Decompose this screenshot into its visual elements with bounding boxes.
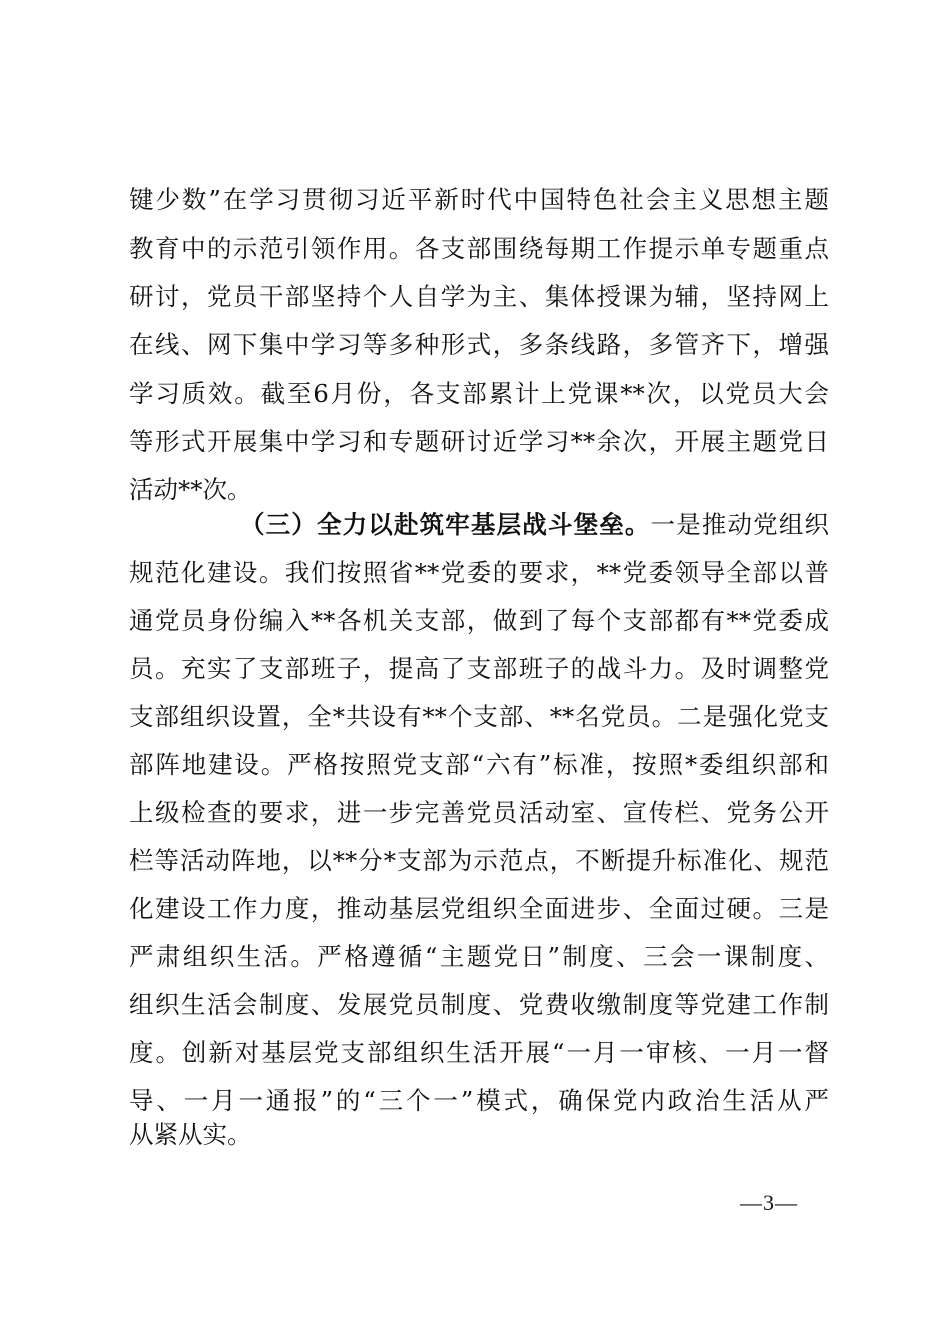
text-line: 严肃组织生活。严格遵循“主题党日”制度、三会一课制度、 bbox=[129, 942, 829, 971]
text-line: 等形式开展集中学习和专题研讨近学习**余次，开展主题党日 bbox=[129, 427, 829, 456]
text-line: 员。充实了支部班子，提高了支部班子的战斗力。及时调整党 bbox=[129, 654, 829, 683]
text-line: 度。创新对基层党支部组织生活开展“一月一审核、一月一督 bbox=[129, 1038, 829, 1067]
text-line: 支部组织设置，全*共设有**个支部、**名党员。二是强化党支 bbox=[129, 702, 829, 731]
text-line: 上级检查的要求，进一步完善党员活动室、宣传栏、党务公开 bbox=[129, 798, 829, 827]
text-line: 研讨，党员干部坚持个人自学为主、集体授课为辅，坚持网上 bbox=[129, 282, 829, 311]
text-line: 键少数”在学习贯彻习近平新时代中国特色社会主义思想主题 bbox=[129, 185, 829, 214]
text-line: 教育中的示范引领作用。各支部围绕每期工作提示单专题重点 bbox=[129, 234, 829, 263]
text-line: 导、一月一通报”的“三个一”模式，确保党内政治生活从严 bbox=[129, 1086, 829, 1115]
text-run: 一是推动党组织 bbox=[650, 510, 830, 539]
text-line: 栏等活动阵地，以**分*支部为示范点，不断提升标准化、规范 bbox=[129, 846, 829, 875]
text-line: 活动**次。 bbox=[129, 475, 252, 504]
section-heading: （三）全力以赴筑牢基层战斗堡垒。 bbox=[240, 510, 651, 539]
text-line: 在线、网下集中学习等多种形式，多条线路，多管齐下，增强 bbox=[129, 330, 829, 359]
page-number: —3— bbox=[740, 1190, 798, 1215]
text-line: 部阵地建设。严格按照党支部“六有”标准，按照*委组织部和 bbox=[129, 750, 829, 779]
paragraph-first-line bbox=[240, 505, 829, 545]
text-line: 学习质效。截至6月份，各支部累计上党课**次，以党员大会 bbox=[129, 379, 829, 408]
text-line: 通党员身份编入**各机关支部，做到了每个支部都有**党委成 bbox=[129, 606, 829, 635]
text-line: 组织生活会制度、发展党员制度、党费收缴制度等党建工作制 bbox=[129, 990, 829, 1019]
text-line: 从紧从实。 bbox=[129, 1120, 252, 1149]
text-line: 规范化建设。我们按照省**党委的要求，**党委领导全部以普 bbox=[129, 558, 829, 587]
text-line: 化建设工作力度，推动基层党组织全面进步、全面过硬。三是 bbox=[129, 894, 829, 923]
